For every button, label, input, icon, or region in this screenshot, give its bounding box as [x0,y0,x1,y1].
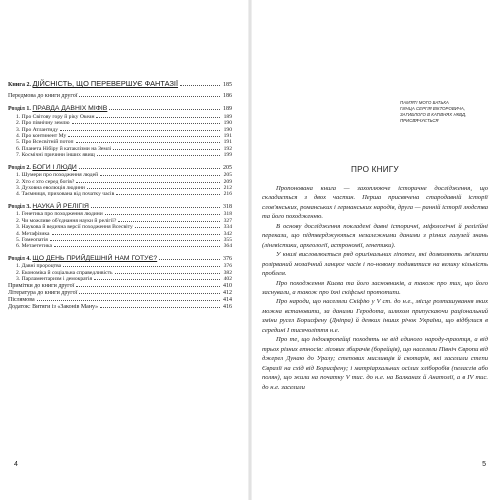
toc-title: Планета Нібіру й катаклізми на Землі [21,145,112,152]
toc-leader [87,188,220,189]
toc-page: 209 [223,178,232,185]
toc-leader [76,182,220,183]
toc-page: 376 [223,263,232,270]
toc-leader [180,85,220,86]
toc-page: 318 [223,203,232,210]
toc-title: Метаететика [21,243,52,250]
toc-num: 5. [16,236,21,243]
paragraph: В основу дослідження покладені давні історичні, міфологічні й релігійні перекази, що підтверджуються незалежними даними з різних галузей знань (лінгвістики, археології, астрономії, генетики). [262,222,488,249]
toc-page: 342 [223,230,232,237]
toc-page: 414 [223,297,232,304]
toc-title: Давні пророцтва [21,263,62,270]
toc-prefix: Розділ 4. [8,255,31,262]
toc-leader [60,130,220,131]
toc-num: 2. [16,120,21,127]
toc-title: БОГИ І ЛЮДИ [32,163,77,171]
dedication-line: ПАМ'ЯТІ МОГО БАТЬКА [400,100,449,105]
toc-leader [118,221,220,222]
toc-page: 410 [223,282,232,289]
toc-page: 216 [223,191,232,198]
toc-leader [116,194,220,195]
toc-leader [37,300,220,301]
toc-num: 1. [16,211,21,218]
toc-leader [54,246,220,247]
toc-leader [63,266,220,267]
toc-section-entry[interactable] [8,255,232,263]
toc-section-entry[interactable] [8,203,232,211]
toc-num: 5. [16,139,21,146]
toc-item[interactable] [8,152,232,158]
toc-leader [79,96,220,97]
toc-section-entry[interactable] [8,105,232,113]
toc-leader [159,259,220,260]
dedication-line: ГИНЦА СЕРГІЯ ВІКТОРОВИЧА, [400,105,466,111]
toc-num: 3. [16,224,21,231]
toc-leader [91,207,220,208]
toc-title: Передмова до книги другої [8,93,78,99]
toc-page: 334 [223,224,232,231]
dedication-line: ЗАГИБЛОГО В КАТІВНЯХ НКВД, [400,111,467,117]
toc-entry[interactable] [8,93,232,100]
toc-title: ДІЙСНІСТЬ, ЩО ПЕРЕВЕРШУЄ ФАНТАЗІЇ [32,79,179,88]
toc-page: 189 [223,113,232,120]
toc-num: 2. [16,269,21,276]
toc-leader [109,109,220,110]
toc-prefix: Розділ 1. [8,106,31,113]
toc-leader [100,175,220,176]
dedication-line: ПРИСВЯЧУЄТЬСЯ [400,117,439,123]
toc-prefix: Розділ 3. [8,203,31,210]
toc-num: 7. [16,152,21,159]
toc-num: 3. [16,276,21,283]
dedication [400,100,488,124]
toc-page: 185 [223,82,232,88]
toc-page: 189 [223,106,232,113]
toc-title: Шумери про походження людей [21,172,99,179]
toc-leader [79,293,220,294]
toc-section-entry[interactable] [8,164,232,172]
toc-page: 402 [223,276,232,283]
toc-leader [135,227,220,228]
toc-prefix: Розділ 2. [8,164,31,171]
toc-leader [52,234,221,235]
toc-title: Чи можливе об'єднання науки й релігії? [21,217,117,224]
toc-page: 199 [223,152,232,159]
toc-num: 4. [16,191,21,198]
paragraph: Пропонована книга — захоплююче історичне дослідження, що складається з двох частин. Перша присвячена стародавній історії слов'янських, романських і германських народів, друга — ранній історії людства та його походженню. [262,185,488,221]
toc-title: Економіка й соціальна справедливість [21,269,113,276]
toc-num: 6. [16,243,21,250]
toc-num: 1. [16,263,21,270]
toc-title: Космічні причини інших явищ [21,152,95,159]
toc-num: 3. [16,126,21,133]
toc-leader [100,307,220,308]
toc-num: 2. [16,217,21,224]
toc-num: 4. [16,132,21,139]
toc-title: Парламентаризм і демократія [21,276,93,283]
toc-title: Післямова [8,297,35,304]
toc-title: Метафізика [21,230,50,237]
toc-page: 190 [223,120,232,127]
toc-title: Про північну землю [21,120,70,127]
toc-entry[interactable] [8,283,232,290]
toc-page: 376 [223,255,232,262]
toc-page: 382 [223,269,232,276]
toc-page: 355 [223,236,232,243]
table-of-contents [8,80,232,312]
toc-title: Хто є хто серед богів? [21,178,75,185]
toc-title: Про Світову гору й ріку Океан [21,113,95,120]
toc-leader [115,273,220,274]
toc-leader [97,155,220,156]
toc-leader [94,279,220,280]
body-text [262,184,488,392]
toc-page: 212 [223,184,232,191]
toc-entry[interactable] [8,297,232,304]
toc-page: 191 [223,132,232,139]
toc-leader [72,123,220,124]
toc-num: 4. [16,230,21,237]
toc-page: 192 [223,145,232,152]
toc-page: 327 [223,217,232,224]
toc-title: Таємниця, прихована від початку часів [21,191,115,198]
toc-page: 191 [223,139,232,146]
toc-num: 6. [16,145,21,152]
toc-leader [68,136,220,137]
toc-page: 318 [223,211,232,218]
toc-title: Примітки до книги другої [8,282,75,289]
toc-title: ПРАВДА ДАВНІХ МІФІВ [32,105,108,113]
toc-num: 3. [16,184,21,191]
toc-page: 190 [223,126,232,133]
toc-prefix: Книга 2. [8,82,31,88]
toc-page: 186 [223,93,232,99]
toc-entry[interactable] [8,304,232,311]
toc-page: 205 [223,172,232,179]
toc-title: Наукова й ведична версії походження Всесвіту [21,224,133,231]
toc-leader [113,149,220,150]
toc-num: 1. [16,172,21,179]
toc-title: Додаток: Витяги із «Законів Ману» [8,304,99,311]
toc-page: 364 [223,243,232,250]
paragraph: Про походження Києва та його засновників, а також про тих, що його заснували, а також про їхні скіфські прототипи. [262,279,488,296]
toc-leader [105,214,220,215]
right-page [250,0,500,500]
toc-page: 205 [223,164,232,171]
page-number: 4 [14,461,18,468]
toc-leader [76,142,221,143]
page-number: 5 [482,461,486,468]
toc-title: НАУКА Й РЕЛІГІЯ [32,202,89,210]
toc-title: Про Атлантиду [21,126,59,133]
paragraph: Про те, що індоєвропейці походять не від єдиного народу-праотця, а від трьох різних етносів: лісових збирачів (борейців), що населяли Північ Європи від джерел Дунаю до Уралу; степових мисливців й скотарів, які заселили степи Євразії на схід від Борисфену; і матріархальних осілих хліборобів (пеласгів або полян), що жили на початку V тис. до н.е. на Балканах й Анатолії, а в IV тис. до н.е. заселили [262,336,488,391]
toc-entry[interactable] [8,290,232,297]
toc-title: ЩО ДЕНЬ ПРИЙДЕШНІЙ НАМ ГОТУЄ? [32,254,158,262]
toc-item[interactable] [8,243,232,249]
toc-book-entry[interactable] [8,80,232,89]
toc-title: Література до книги другої [8,289,78,296]
toc-title: Гомеопатія [21,236,48,243]
toc-leader [79,168,220,169]
toc-title: Про континент Му [21,132,67,139]
toc-title: Генетика про походження людини [21,211,103,218]
toc-num: 2. [16,178,21,185]
toc-page: 412 [223,289,232,296]
toc-num: 1. [16,113,21,120]
toc-leader [50,240,220,241]
paragraph: Про народи, що населяли Скіфію у V ст. до н.е., місце розташування яких можна встановити, за даними Геродота, шляхом припускаючи раціональний зміни русел Борисфену (Дніпра) й деяких інших річок України, що відбулися в середині I тисячоліття н.е. [262,298,488,334]
toc-item[interactable] [8,191,232,197]
toc-title: Духовна еволюція людини [21,184,85,191]
toc-page: 416 [223,304,232,311]
chapter-heading: ПРО КНИГУ [351,165,399,174]
toc-title: Про Всесвітній потоп [21,139,74,146]
paragraph: У книзі висловлюється ряд оригінальних гіпотез, які дозволяють зв'язати розірваний мозаїчний ланцюг часів і по-новому подивитися на велику кількість проблем. [262,251,488,278]
toc-leader [76,286,220,287]
toc-leader [96,117,220,118]
